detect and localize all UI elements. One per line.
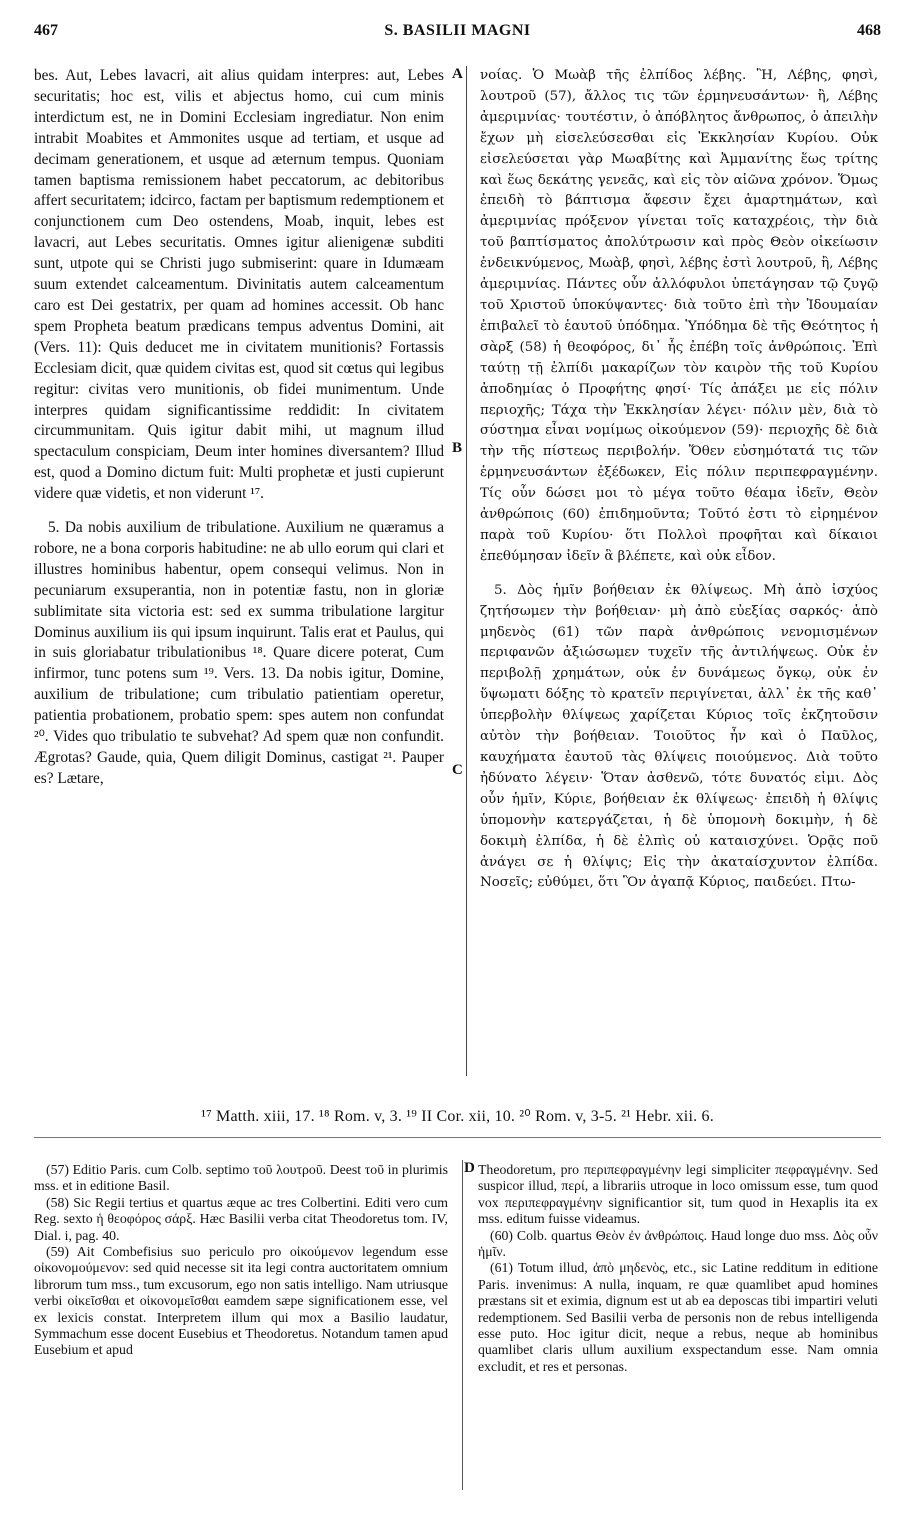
footnote-60: (60) Colb. quartus Θεὸν ἐν ἀνθρώποις. Haud longe duo mss. Δὸς οὖν ἡμῖν. (478, 1227, 878, 1260)
footnote-59: (59) Ait Combefisius suo periculo pro οἰκούμενον legendum esse οἰκονομούμενον: sed quid necesse sit ita legi contra auctoritatem omnium librorum tum mss., tum excusorum, ego non satis intelligo. Nam utriusque verbi οἰκεῖσθαι et οἰκονομεῖσθαι eamdem sæpe significationem esse, vel ex lexicis constat. Interpretem illum qui mox a Basilio laudatur, Symmachum esse docent Eusebius et Theodoretus. Notandum tamen apud Eusebium et apud (34, 1244, 448, 1358)
latin-paragraph-2: 5. Da nobis auxilium de tribulatione. Auxilium ne quæramus a robore, ne a bona corporis habitudine: ne ab ullo eorum qui clari et illustres hominibus habentur, opem consequi velimus. Non in pecuniarum exsuperantia, non in potentiæ fastu, non in gloriæ sublimitate sita victoria est: sed ex summa tribulatione largitur Dominus auxilium iis qui ipsum inquirunt. Talis erat et Paulus, qui in suis gloriabatur tribulationibus ¹⁸. Quare dicere poterat, Cum infirmor, tunc potens sum ¹⁹. Vers. 13. Da nobis igitur, Domine, auxilium de tribulatione; cum tribulatio patientiam operetur, patientia probationem, probatio spem: spes autem non confundat ²⁰. Vides quo tribulatio te subvehat? Ad spem quæ non confundit. Ægrotas? Gaude, quia, Quem diligit Dominus, castigat ²¹. Pauper es? Lætare, (34, 519, 444, 787)
column-divider (466, 66, 467, 1076)
footnote-column-divider (462, 1160, 463, 1490)
latin-paragraph-1: bes. Aut, Lebes lavacri, ait alius quidam interpres: aut, Lebes securitatis; hoc est, vilis et abjectus homo, cui cum minis interdictum est, ne in Domini Ecclesiam ingrediatur. Non enim intrabit Moabites et Ammonites usque ad tertiam, et usque ad decimam generationem, et usque ad æternum tempus. Quoniam tamen baptisma remissionem habet peccatorum, ac debitoribus affert securitatem; idcirco, factam per baptismum redemptionem et conjunctionem cum Deo ostendens, Moab, inquit, lebes est lavacri, aut Lebes securitatis. Omnes igitur alienigenæ subditi sunt, utpote qui se Christi jugo submiserint: quare in Idumæam suum extendet calceamentum. Divinitatis autem calceamentum caro est Dei gestatrix, per quam ad homines accessit. Ob hanc spem Propheta beatum prædicans tempus adventus Domini, ait (Vers. 11): Quis deducet me in civitatem munitionis? Fortassis Ecclesiam dicit, quæ quidem civitas est, quod sit cœtus qui legibus regitur: civitas vero munitionis, ob fidei munimentum. Unde interpres quidam significantissime reddidit: In civitatem circummunitam. Quis igitur dabit mihi, ut magnum illud spectaculum conspiciam, Deum inter homines diversantem? Illud est, quod a Domino dictum fuit: Multi prophetæ et justi cupierunt videre quæ videtis, et non viderunt ¹⁷. (34, 67, 444, 503)
section-marker-b: B (452, 440, 463, 456)
footnotes-right (478, 1162, 878, 1375)
running-title: S. BASILII MAGNI (384, 22, 531, 39)
section-marker-d: D (464, 1160, 475, 1176)
footnote-rule (34, 1137, 881, 1138)
latin-column (34, 66, 444, 790)
greek-paragraph-1: νοίας. Ὁ Μωὰβ τῆς ἐλπίδος λέβης. Ἢ, Λέβης, φησὶ, λουτροῦ (57), ἄλλος τις τῶν ἑρμηνευσάντων· ἢ, Λέβης ἀμεριμνίας· τουτέστιν, ὁ ἀπόβλητος ἄνθρωπος, ὁ ἀπειλὴν ἔχων μὴ εἰσελεύσεσθαι εἰς Ἐκκλησίαν Κυρίου. Οὐκ εἰσελεύσεται γὰρ Μωαβίτης καὶ Ἀμμανίτης ἕως τρίτης καὶ ἕως δεκάτης γενεᾶς, καὶ εἰς τὸν αἰῶνα χρόνον. Ὅμως ἐπειδὴ τὸ βάπτισμα ἄφεσιν ἔχει ἁμαρτημάτων, καὶ ἀμεριμνίας πρόξενον γίνεται τοῖς καταχρέοις, τὴν διὰ τοῦ βαπτίσματος ἀπολύτρωσιν καὶ πρὸς Θεὸν οἰκείωσιν ἐνδεικνύμενος, Μωὰβ, φησὶ, λέβης ἐστὶ λουτροῦ, ἢ, Λέβης ἀμεριμνίας. Πάντες οὖν ἀλλόφυλοι ὑπετάγησαν τῷ ζυγῷ τοῦ Χριστοῦ ὑποκύψαντες· διὰ τοῦτο ἐπὶ τὴν Ἰδουμαίαν ἐπιβαλεῖ τὸ ἑαυτοῦ ὑπόδημα. Ὑπόδημα δὲ τῆς Θεότητος ἡ σὰρξ (58) ἡ θεοφόρος, δι᾽ ἧς ἐπέβη τοῖς ἀνθρώποις. Ἐπὶ ταύτῃ τῇ ἐλπίδι μακαρίζων τὸν καιρὸν τῆς τοῦ Κυρίου ἀποδημίας ὁ Προφήτης φησί· Τίς ἀπάξει με εἰς πόλιν περιοχῆς; Τάχα τὴν Ἐκκλησίαν λέγει· πόλιν μὲν, διὰ τὸ σύστημα εἶναι νομίμως οἰκούμενον (59)· περιοχῆς δὲ διὰ τὴν τῆς πίστεως περιβολήν. Ὅθεν εὐσημότατά τις τῶν ἑρμηνευσάντων ἐξέδωκεν, Εἰς πόλιν περιπεφραγμένην. Τίς οὖν δώσει μοι τὸ μέγα τοῦτο θέαμα ἰδεῖν, Θεὸν ἀνθρώποις (60) ἐπιδημοῦντα; Τοῦτό ἐστι τὸ εἰρημένον παρὰ τοῦ Κυρίου· ὅτι Πολλοὶ προφῆται καὶ δίκαιοι ἐπεθύμησαν ἰδεῖν ἃ βλέπετε, καὶ οὐκ εἶδον. (480, 68, 878, 564)
page-number-left: 467 (34, 22, 58, 39)
section-marker-c: C (452, 762, 463, 778)
footnote-57: (57) Editio Paris. cum Colb. septimo τοῦ λουτροῦ. Deest τοῦ in plurimis mss. et in editione Basil. (34, 1162, 448, 1194)
footnote-59-continued: Theodoretum, pro περιπεφραγμένην legi simpliciter πεφραγμένην. Sed suspicor illud, περί, a librariis utroque in loco omissum esse, tum quod vox περιπεφραγμένην significantior sit, tum quod in Hexaplis ita ex mss. editum fuisse videamus. (478, 1162, 878, 1227)
footnote-61: (61) Totum illud, ἀπὸ μηδενὸς, etc., sic Latine redditum in editione Paris. invenimus: A nulla, inquam, re quæ quamlibet apud homines præstans sit et eximia, dignum est ut ab ea deposcas tibi impartiri veluti redemptionem. Sed Basilii verba de personis non de rebus intelligenda esse puto. Hoc igitur dicit, neque a rebus, neque ab hominibus quamlibet claris ullum auxilium exspectandum esse. Nam omnia excludit, et res et personas. (478, 1260, 878, 1374)
scripture-references: ¹⁷ Matth. xiii, 17. ¹⁸ Rom. v, 3. ¹⁹ II Cor. xii, 10. ²⁰ Rom. v, 3-5. ²¹ Hebr. xii. 6. (201, 1108, 714, 1125)
running-header (34, 22, 881, 48)
greek-paragraph-2: 5. Δὸς ἡμῖν βοήθειαν ἐκ θλίψεως. Μὴ ἀπὸ ἰσχύος ζητήσωμεν τὴν βοήθειαν· μὴ ἀπὸ εὐεξίας σαρκός· ἀπὸ μηδενὸς (61) τῶν παρὰ ἀνθρώποις νενομισμένων περιφανῶν ἀξιώσωμεν τυχεῖν τῆς ἀντιλήψεως. Οὐκ ἐν περιβολῇ χρημάτων, οὐκ ἐν δυνάμεως ὄγκῳ, οὐκ ἐν ὕψωματι δόξης τὸ κρατεῖν περιγίνεται, ἀλλ᾽ ἐκ τῆς καθ᾽ ὑπερβολὴν θλίψεως χαρίζεται Κύριος τοῖς ἐκζητοῦσιν αὐτὸν τὴν βοήθειαν. Τοιοῦτος ἦν καὶ ὁ Παῦλος, καυχήματα ἐαυτοῦ τὰς θλίψεις ποιούμενος. Διὰ τοῦτο ἠδύνατο λέγειν· Ὅταν ἀσθενῶ, τότε δυνατός εἰμι. Δὸς οὖν ἡμῖν, Κύριε, βοήθειαν ἐκ θλίψεως· ἐπειδὴ ἡ θλίψις ὑπομονὴν κατεργάζεται, ἡ δὲ ὑπομονὴ δοκιμὴν, ἡ δὲ δοκιμὴ ἐλπίδα, ἡ δὲ ἐλπὶς οὐ καταισχύνει. Ὁρᾷς ποῦ ἀνάγει σε ἡ θλίψις; Εἰς τὴν ἀκαταίσχυντον ἐλπίδα. Νοσεῖς; εὐθύμει, ὅτι Ὃν ἀγαπᾷ Κύριος, παιδεύει. Πτω- (480, 582, 878, 891)
footnote-58: (58) Sic Regii tertius et quartus æque ac tres Colbertini. Editi vero cum Reg. sexto ἡ θεοφόρος σάρξ. Hæc Basilii verba citat Theodoretus tom. IV, Dial. i, pag. 40. (34, 1194, 448, 1243)
footnotes-left (34, 1162, 448, 1359)
section-marker-a: A (452, 66, 463, 82)
page-number-right: 468 (857, 22, 881, 39)
greek-column (480, 66, 878, 894)
